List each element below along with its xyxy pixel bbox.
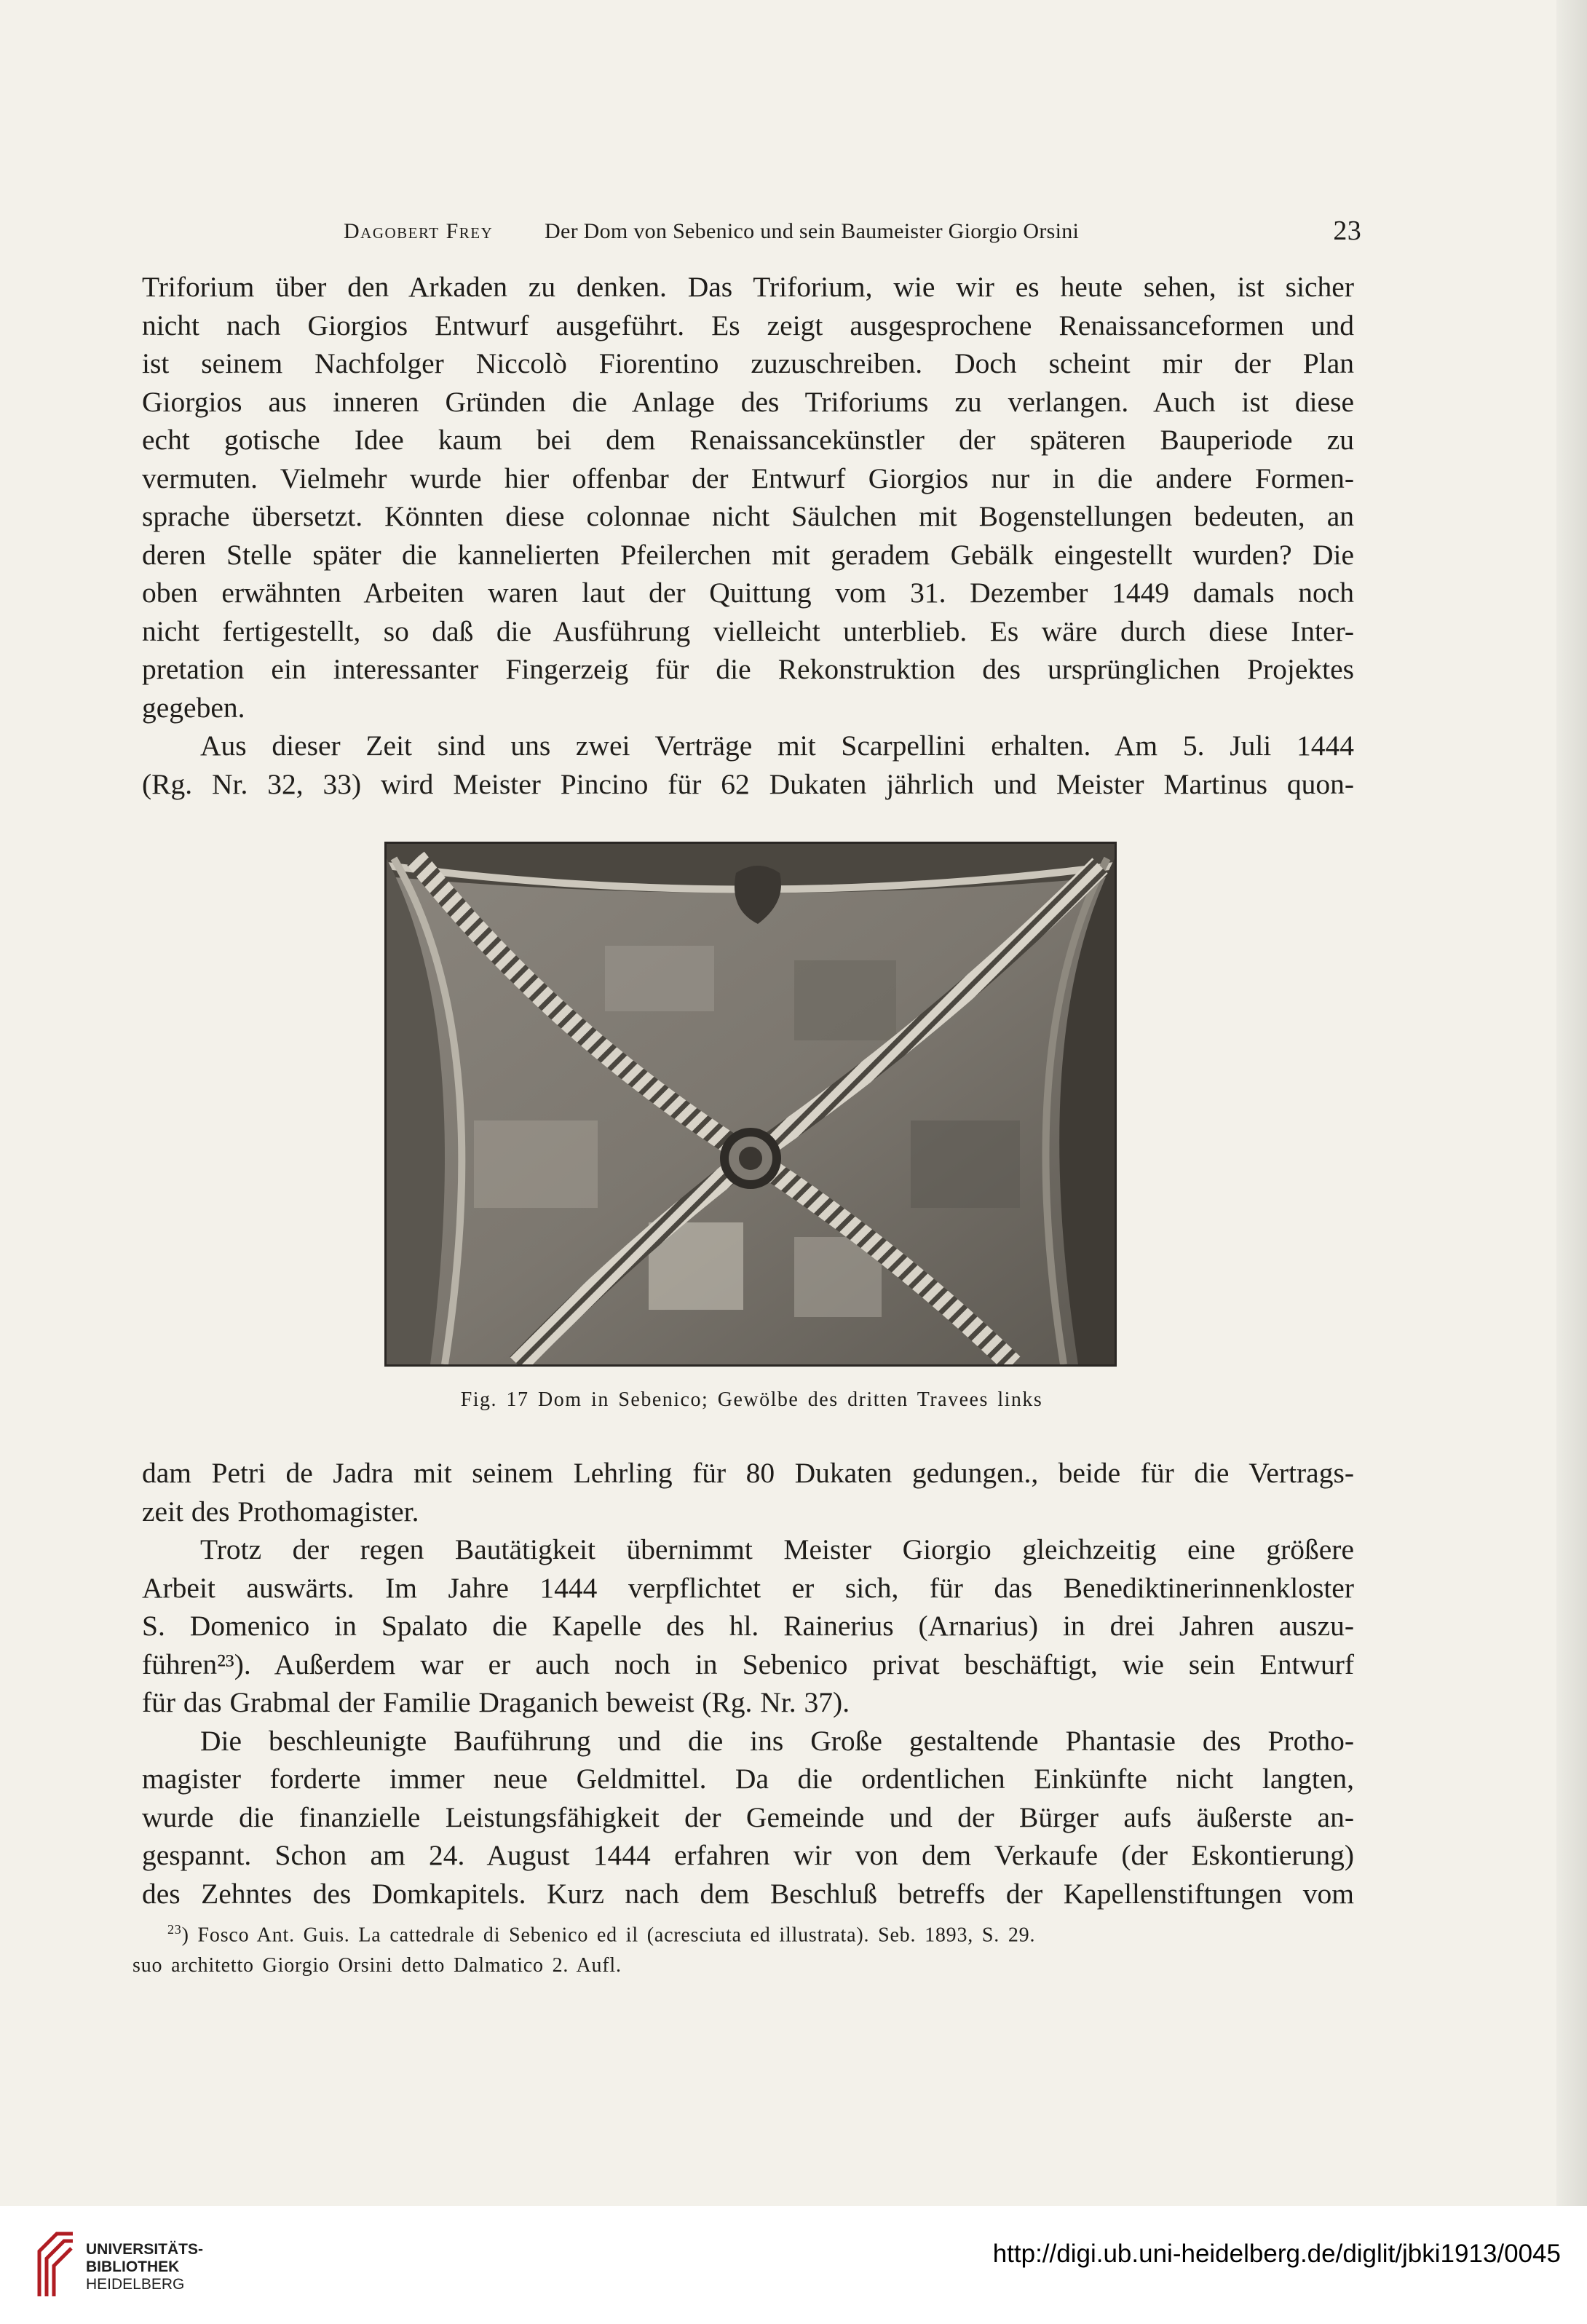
text-line: magister forderte immer neue Geldmittel. Da die ordentlichen Einkünfte nicht langten, [142,1763,1354,1795]
source-url-link[interactable]: http://digi.ub.uni-heidelberg.de/diglit/jbki1913/0045 [992,2240,1561,2268]
library-name-line-3: HEIDELBERG [86,2276,185,2293]
text-line: vermuten. Vielmehr wurde hier offenbar der Entwurf Giorgios nur in die andere Formen- [142,462,1354,494]
page-edge [1556,0,1587,2206]
text-line: für das Grabmal der Familie Draganich beweist (Rg. Nr. 37). [142,1686,850,1718]
footnote-line-1 [167,1914,1361,1951]
text-line: nicht nach Giorgios Entwurf ausgeführt. Es zeigt ausgesprochene Renaissanceformen und [142,309,1354,341]
figure-caption: Fig. 17 Dom in Sebenico; Gewölbe des dritten Travees links [460,1388,1043,1411]
text-line: Die beschleunigte Bauführung und die ins Große gestaltende Phantasie des Protho- [200,1724,1354,1757]
text-line: des Zehntes des Domkapitels. Kurz nach dem Beschluß betreffs der Kapellenstiftungen vom [142,1877,1354,1910]
footnote [132,1914,1361,1981]
header-author: Dagobert Frey [344,219,494,243]
body-text-lower [142,1454,1354,1913]
body-text-upper [142,268,1354,803]
text-line: sprache übersetzt. Könnten diese colonnae nicht Säulchen mit Bogenstellungen bedeuten, an [142,500,1354,532]
footnote-marker: 23 [167,1922,182,1937]
header-title: Der Dom von Sebenico und sein Baumeister Giorgio Orsini [545,219,1080,243]
text-line: S. Domenico in Spalato die Kapelle des hl. Rainerius (Arnarius) in drei Jahren auszu- [142,1610,1354,1642]
footnote-text-1: ) Fosco Ant. Guis. La cattedrale di Sebenico ed il (acresciuta ed illustrata). Seb. 1893, S. 29. [181,1924,1036,1947]
text-line: Arbeit auswärts. Im Jahre 1444 verpflichtet er sich, für das Benediktinerinnenkloster [142,1571,1354,1604]
text-line: echt gotische Idee kaum bei dem Renaissancekünstler der späteren Bauperiode zu [142,424,1354,456]
page-number: 23 [1333,216,1361,246]
text-line: pretation ein interessanter Fingerzeig für die Rekonstruktion des ursprünglichen Projektes [142,653,1354,685]
text-line: Aus dieser Zeit sind uns zwei Verträge mit Scarpellini erhalten. Am 5. Juli 1444 [200,730,1354,762]
text-line: oben erwähnten Arbeiten waren laut der Quittung vom 31. Dezember 1449 damals noch [142,577,1354,609]
library-name-line-2: BIBLIOTHEK [86,2258,180,2275]
text-line: Trotz der regen Bautätigkeit übernimmt Meister Giorgio gleichzeitig eine größere [200,1533,1354,1565]
text-line: dam Petri de Jadra mit seinem Lehrling für 80 Dukaten gedungen., beide für die Vertrags- [142,1457,1354,1489]
library-logo-icon [35,2229,77,2301]
text-line: (Rg. Nr. 32, 33) wird Meister Pincino für 62 Dukaten jährlich und Meister Martinus quon- [142,767,1354,800]
text-line: Giorgios aus inneren Gründen die Anlage des Triforiums zu verlangen. Auch ist diese [142,385,1354,418]
text-line: gespannt. Schon am 24. August 1444 erfahren wir von dem Verkaufe (der Eskontierung) [142,1839,1354,1871]
text-line: deren Stelle später die kannelierten Pfeilerchen mit geradem Gebälk eingestellt wurden? Die [142,538,1354,571]
text-line: zeit des Prothomagister. [142,1495,419,1527]
text-line: ist seinem Nachfolger Niccolò Fiorentino zuzuschreiben. Doch scheint mir der Plan [142,347,1354,379]
vault-photograph [384,842,1117,1367]
text-line: führen²³). Außerdem war er auch noch in Sebenico privat beschäftigt, wie sein Entwurf [142,1648,1354,1680]
text-line: gegeben. [142,691,245,724]
footnote-line-2: suo architetto Giorgio Orsini detto Dalmatico 2. Aufl. [132,1954,622,1977]
library-name-line-1: UNIVERSITÄTS- [86,2241,204,2258]
text-line: nicht fertigestellt, so daß die Ausführung vielleicht unterblieb. Es wäre durch diese Inter- [142,614,1354,647]
text-line: wurde die finanzielle Leistungsfähigkeit der Gemeinde und der Bürger aufs äußerste an- [142,1801,1354,1833]
text-line: Triforium über den Arkaden zu denken. Das Triforium, wie wir es heute sehen, ist sicher [142,271,1354,303]
running-header [146,213,1361,250]
library-name [86,2241,203,2293]
